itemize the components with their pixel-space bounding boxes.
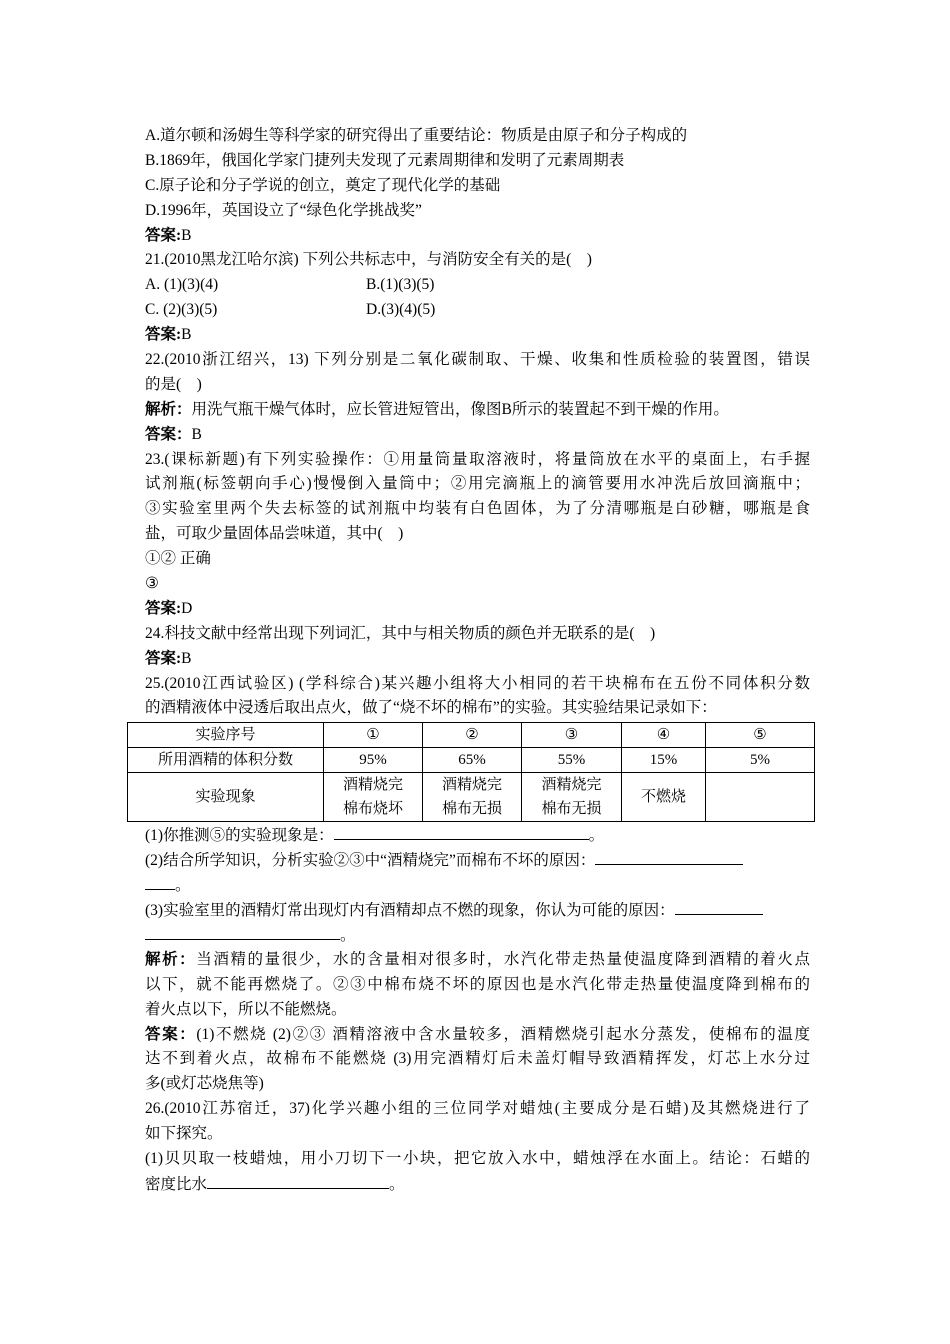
punct: 。 [389,1175,405,1193]
answer-label: 答案: [145,226,182,244]
answer-21 [145,323,810,348]
answer-value: B [181,226,192,244]
answer-text: (1)不燃烧 (2)②③ 酒精溶液中含水量较多，酒精燃烧引起水分蒸发，使棉布的温度 [196,1025,810,1043]
answer-24 [145,647,810,672]
question-25-line-2: 的酒精液体中浸透后取出点火，做了“烧不坏的棉布”的实验。其实验结果记录如下： [145,699,717,717]
table-header-cell: 实验序号 [128,723,324,748]
answer-value: B [181,649,192,667]
analysis-25-line-3: 着火点以下，所以不能燃烧。 [145,1000,347,1018]
answer-blank [145,873,175,890]
table-header-cell: ⑤ [706,723,815,748]
question-22-line-1: 22.(2010浙江绍兴，13) 下列分别是二氧化碳制取、干燥、收集和性质检验的装置图，错误 [145,351,810,369]
answer-label: 答案： [145,425,192,443]
answer-label: 答案: [145,599,182,617]
answer-blank [207,1172,389,1189]
answer-25-line-2: 达不到着火点，故棉布不能燃烧 (3)用完酒精灯后未盖灯帽导致酒精挥发，灯芯上水分过 [145,1050,810,1068]
q25-part-3 [145,898,810,923]
cell-line: 棉布无损 [541,801,602,818]
cell-line: 棉布无损 [441,801,502,818]
q23-option-1: ①② 正确 [145,550,211,568]
question-21: 21.(2010黑龙江哈尔滨) 下列公共标志中，与消防安全有关的是( ) [145,251,592,269]
table-cell [706,773,815,822]
cell-line: 酒精烧完 [541,777,602,794]
q25-part-2 [145,848,810,873]
answer-blank [334,823,589,840]
answer-blank [595,848,743,865]
analysis-25-line-1 [145,948,810,973]
q26-part-1-line-1: (1)贝贝取一枝蜡烛，用小刀切下一小块，把它放入水中，蜡烛浮在水面上。结论：石蜡的 [145,1149,810,1167]
question-23-line-3: ③实验室里两个失去标签的试剂瓶中均装有白色固体，为了分清哪瓶是白砂糖，哪瓶是食 [145,500,810,518]
analysis-22 [145,398,810,423]
analysis-label: 解析： [145,950,197,968]
answer-value: D [181,599,193,617]
table-header-cell: ④ [622,723,706,748]
q25-part-2-cont [145,873,810,898]
table-header-cell: ② [423,723,522,748]
analysis-25-line-2: 以下，就不能再燃烧了。②③中棉布烧不坏的原因也是水汽化带走热量使温度降到棉布的 [145,975,810,993]
q25-part-3-cont [145,923,810,948]
answer-label: 答案: [145,326,182,344]
table-cell [423,773,522,822]
punct: 。 [588,827,605,845]
table-row [128,748,815,773]
q21-options-row-1 [145,273,810,298]
q21-option-c: C. (2)(3)(5) [145,301,218,319]
answer-23 [145,597,810,622]
cell-line: 酒精烧完 [441,777,502,794]
analysis-text: 当酒精的量很少，水的含量相对很多时，水汽化带走热量使温度降到酒精的着火点 [196,950,810,968]
table-cell: 55% [522,748,622,773]
cell-line: 棉布烧坏 [342,801,403,818]
table-cell [522,773,622,822]
answer-blank [675,898,763,915]
question-23-line-1: 23.(课标新题)有下列实验操作：①用量筒量取溶液时，将量筒放在水平的桌面上，右手握 [145,450,810,468]
table-cell: 实验现象 [128,773,324,822]
answer-22 [145,423,810,448]
analysis-label: 解析： [145,400,192,418]
document-body [145,124,810,1197]
question-23-line-2: 试剂瓶(标签朝向手心)慢慢倒入量筒中；②用完滴瓶上的滴管要用水冲洗后放回滴瓶中； [145,475,810,493]
option-a: A.道尔顿和汤姆生等科学家的研究得出了重要结论：物质是由原子和分子构成的 [145,127,688,144]
option-c: C.原子论和分子学说的创立，奠定了现代化学的基础 [145,176,501,194]
question-26-line-2: 如下探究。 [145,1125,223,1143]
answer-label: 答案： [145,1025,197,1043]
table-cell: 所用酒精的体积分数 [128,748,324,773]
answer-blank [145,923,340,940]
q25-part-1 [145,823,810,848]
experiment-table [127,722,815,822]
answer-25-line-1 [145,1023,810,1048]
table-cell: 不燃烧 [622,773,706,822]
prompt-text: (1)你推测⑤的实验现象是： [145,827,334,845]
table-row [128,773,815,822]
prompt-text: (2)结合所学知识，分析实验②③中“酒精烧完”而棉布不坏的原因： [145,852,596,870]
question-24: 24.科技文献中经常出现下列词汇，其中与相关物质的颜色并无联系的是( ) [145,624,656,642]
answer-value: B [181,326,192,344]
answer-25-line-3: 多(或灯芯烧焦等) [145,1075,264,1093]
question-26-line-1: 26.(2010江苏宿迁，37)化学兴趣小组的三位同学对蜡烛(主要成分是石蜡)及其燃烧进行了 [145,1100,810,1118]
answer-20 [145,224,810,249]
answer-value: B [191,425,202,443]
option-d: D.1996年，英国设立了“绿色化学挑战奖” [145,201,422,219]
table-cell: 65% [423,748,522,773]
table-cell: 95% [324,748,423,773]
table-cell: 15% [622,748,706,773]
q21-option-d: D.(3)(4)(5) [366,301,436,319]
q23-option-2: ③ [145,575,159,593]
q21-option-a: A. (1)(3)(4) [145,276,219,294]
q21-options-row-2 [145,298,810,323]
punct: 。 [340,926,356,944]
option-b: B.1869年，俄国化学家门捷列夫发现了元素周期律和发明了元素周期表 [145,151,625,169]
table-header-row [128,723,815,748]
q26-part-1-line-2 [145,1172,810,1197]
answer-label: 答案: [145,649,182,667]
punct: 。 [175,877,191,895]
table-cell [324,773,423,822]
prompt-text: 密度比水 [145,1175,208,1193]
table-header-cell: ① [324,723,423,748]
question-22-line-2: 的是( ) [145,375,202,393]
q21-option-b: B.(1)(3)(5) [366,276,435,294]
cell-line: 酒精烧完 [342,777,403,794]
analysis-text: 用洗气瓶干燥气体时，应长管进短管出，像图B所示的装置起不到干燥的作用。 [191,400,729,418]
question-23-line-4: 盐，可取少量固体品尝味道，其中( ) [145,525,404,543]
table-cell: 5% [706,748,815,773]
table-header-cell: ③ [522,723,622,748]
question-25-line-1: 25.(2010江西试验区) (学科综合)某兴趣小组将大小相同的若干块棉布在五份不同体积分数 [145,674,810,692]
prompt-text: (3)实验室里的酒精灯常出现灯内有酒精却点不燃的现象，你认为可能的原因： [145,902,675,920]
